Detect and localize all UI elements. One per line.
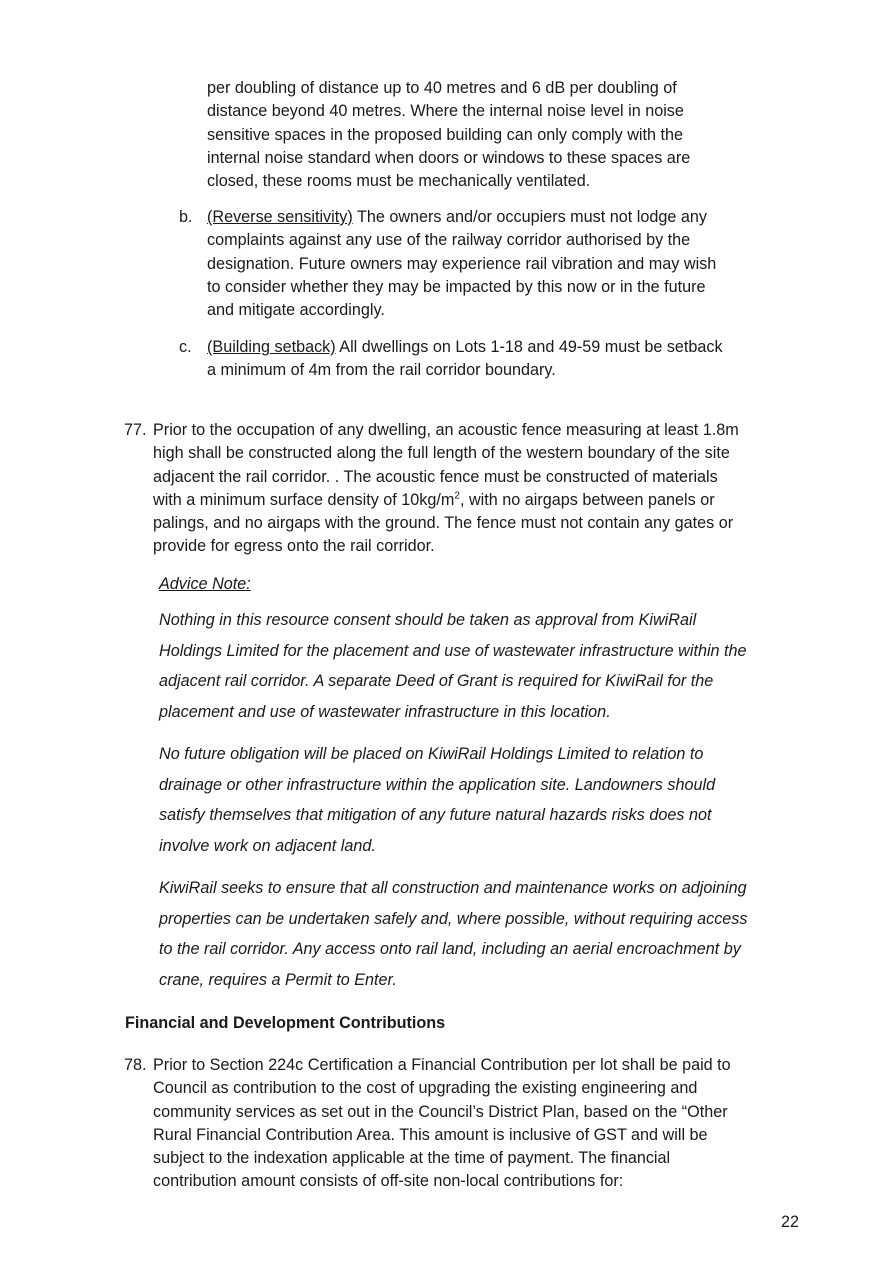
advice-note-heading: Advice Note: — [159, 575, 251, 593]
text-fragment: with a minimum surface density of 10kg/m — [153, 490, 455, 509]
condition-heading: (Building setback) — [207, 338, 336, 356]
section-heading: Financial and Development Contributions — [125, 1014, 446, 1032]
page-number: 22 — [781, 1213, 800, 1231]
text-line: provide for egress onto the rail corridor. — [153, 537, 435, 556]
text-fragment: All dwellings on Lots 1-18 and 49-59 must be setback — [335, 338, 723, 356]
text-line: No future obligation will be placed on KiwiRail Holdings Limited to relation to — [159, 745, 704, 763]
condition-78-financial-contribution — [153, 1054, 731, 1194]
condition-a-continuation — [207, 77, 690, 193]
text-line: properties can be undertaken safely and, where possible, without requiring access — [159, 909, 748, 928]
text-line: adjacent rail corridor. A separate Deed of Grant is required for KiwiRail for the — [159, 672, 714, 690]
text-line: designation. Future owners may experience rail vibration and may wish — [207, 254, 717, 273]
advice-note-title — [159, 569, 251, 600]
text-line: distance beyond 40 metres. Where the internal noise level in noise — [207, 102, 684, 121]
condition-77-acoustic-fence — [153, 419, 739, 559]
advice-note-paragraph-3 — [159, 873, 748, 995]
condition-heading: (Reverse sensitivity) — [207, 208, 353, 226]
text-line: to consider whether they may be impacted by this now or in the future — [207, 277, 706, 296]
text-line: community services as set out in the Council’s District Plan, based on the “Other — [153, 1102, 728, 1121]
text-line: satisfy themselves that mitigation of any future natural hazards risks does not — [159, 806, 712, 824]
advice-note-paragraph-1 — [159, 605, 747, 727]
text-line: crane, requires a Permit to Enter. — [159, 970, 397, 989]
text-fragment: , with no airgaps between panels or — [459, 490, 715, 509]
text-line: internal noise standard when doors or windows to these spaces are — [207, 148, 691, 167]
advice-note-paragraph-2 — [159, 739, 715, 861]
text-line: palings, and no airgaps with the ground. The fence must not contain any gates or — [153, 514, 734, 533]
text-line — [207, 206, 716, 229]
text-line: closed, these rooms must be mechanically ventilated. — [207, 172, 591, 191]
text-line: Prior to Section 224c Certification a Financial Contribution per lot shall be paid to — [153, 1056, 731, 1074]
condition-c-building-setback — [207, 336, 723, 383]
text-line: a minimum of 4m from the rail corridor boundary. — [207, 361, 556, 380]
condition-b-reverse-sensitivity — [207, 206, 716, 322]
text-line: contribution amount consists of off-site non-local contributions for: — [153, 1172, 624, 1191]
text-line — [153, 489, 739, 512]
text-line: high shall be constructed along the full length of the western boundary of the site — [153, 444, 730, 463]
text-line: subject to the indexation applicable at the time of payment. The financial — [153, 1149, 671, 1168]
superscript: 2 — [454, 490, 460, 502]
text-line: Prior to the occupation of any dwelling, an acoustic fence measuring at least 1.8m — [153, 421, 739, 439]
text-line: adjacent the rail corridor. . The acoustic fence must be constructed of materials — [153, 467, 718, 486]
text-line: and mitigate accordingly. — [207, 301, 385, 320]
text-line: sensitive spaces in the proposed building can only comply with the — [207, 125, 684, 144]
text-line — [207, 336, 723, 359]
text-line: per doubling of distance up to 40 metres and 6 dB per doubling of — [207, 79, 677, 97]
text-line: involve work on adjacent land. — [159, 836, 376, 855]
condition-number-78: 78. — [124, 1056, 147, 1074]
text-line: Rural Financial Contribution Area. This amount is inclusive of GST and will be — [153, 1125, 708, 1144]
text-line: Council as contribution to the cost of upgrading the existing engineering and — [153, 1079, 698, 1098]
list-marker-c: c. — [179, 338, 192, 356]
text-line: complaints against any use of the railway corridor authorised by the — [207, 231, 691, 250]
text-line: Holdings Limited for the placement and use of wastewater infrastructure within the — [159, 641, 747, 660]
condition-number-77: 77. — [124, 421, 147, 439]
text-line: drainage or other infrastructure within the application site. Landowners should — [159, 775, 716, 794]
list-marker-b: b. — [179, 208, 193, 226]
text-fragment: The owners and/or occupiers must not lodge any — [352, 208, 707, 226]
text-line: Nothing in this resource consent should be taken as approval from KiwiRail — [159, 611, 697, 629]
text-line: placement and use of wastewater infrastructure in this location. — [159, 702, 611, 721]
text-line: to the rail corridor. Any access onto rail land, including an aerial encroachment by — [159, 940, 741, 958]
text-line: KiwiRail seeks to ensure that all construction and maintenance works on adjoining — [159, 879, 747, 897]
